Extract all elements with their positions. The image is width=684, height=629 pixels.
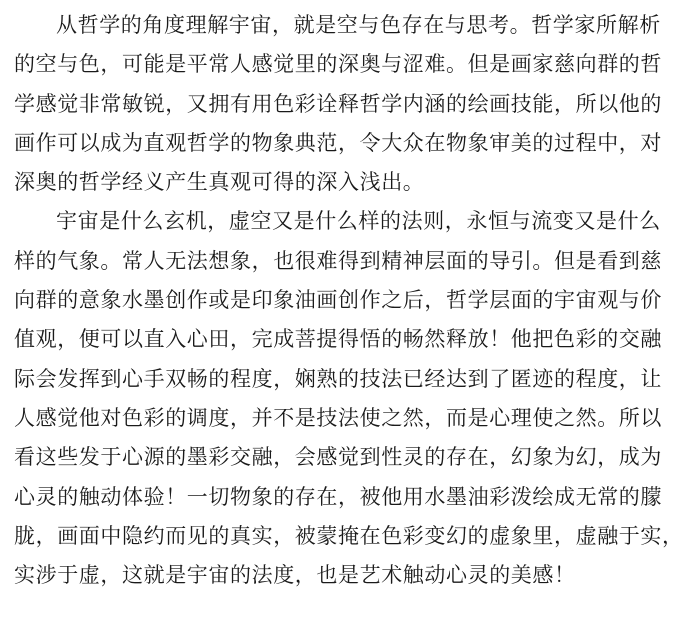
text-line: 实涉于虚，这就是宇宙的法度，也是艺术触动心灵的美感！ <box>14 563 576 588</box>
text-line: 胧，画面中隐约而见的真实，被蒙掩在色彩变幻的虚象里，虚融于实， <box>14 523 684 548</box>
document-page <box>14 6 684 595</box>
text-line: 学感觉非常敏锐，又拥有用色彩诠释哲学内涵的绘画技能，所以他的 <box>14 91 662 116</box>
text-line: 从哲学的角度理解宇宙，就是空与色存在与思考。哲学家所解析 <box>56 13 661 37</box>
paragraph-1 <box>14 6 662 202</box>
text-line: 心灵的触动体验！一切物象的存在，被他用水墨油彩泼绘成无常的朦 <box>14 484 662 509</box>
text-line: 的空与色，可能是平常人感觉里的深奥与涩难。但是画家慈向群的哲 <box>14 52 662 77</box>
text-line: 样的气象。常人无法想象，也很难得到精神层面的导引。但是看到慈 <box>14 248 662 273</box>
text-line: 人感觉他对色彩的调度，并不是技法使之然，而是心理使之然。所以 <box>14 405 662 430</box>
text-line: 值观，便可以直入心田，完成菩提得悟的畅然释放！他把色彩的交融 <box>14 327 662 352</box>
text-line: 宇宙是什么玄机，虚空又是什么样的法则，永恒与流变又是什么 <box>56 209 661 234</box>
text-line: 画作可以成为直观哲学的物象典范，令大众在物象审美的过程中，对 <box>14 130 662 155</box>
paragraph-2 <box>14 202 684 595</box>
text-line: 看这些发于心源的墨彩交融，会感觉到性灵的存在，幻象为幻，成为 <box>14 445 662 470</box>
text-line: 向群的意象水墨创作或是印象油画创作之后，哲学层面的宇宙观与价 <box>14 288 662 313</box>
text-line: 深奥的哲学经义产生真观可得的深入浅出。 <box>14 170 425 195</box>
text-line: 际会发挥到心手双畅的程度，娴熟的技法已经达到了匿迹的程度，让 <box>14 366 662 391</box>
